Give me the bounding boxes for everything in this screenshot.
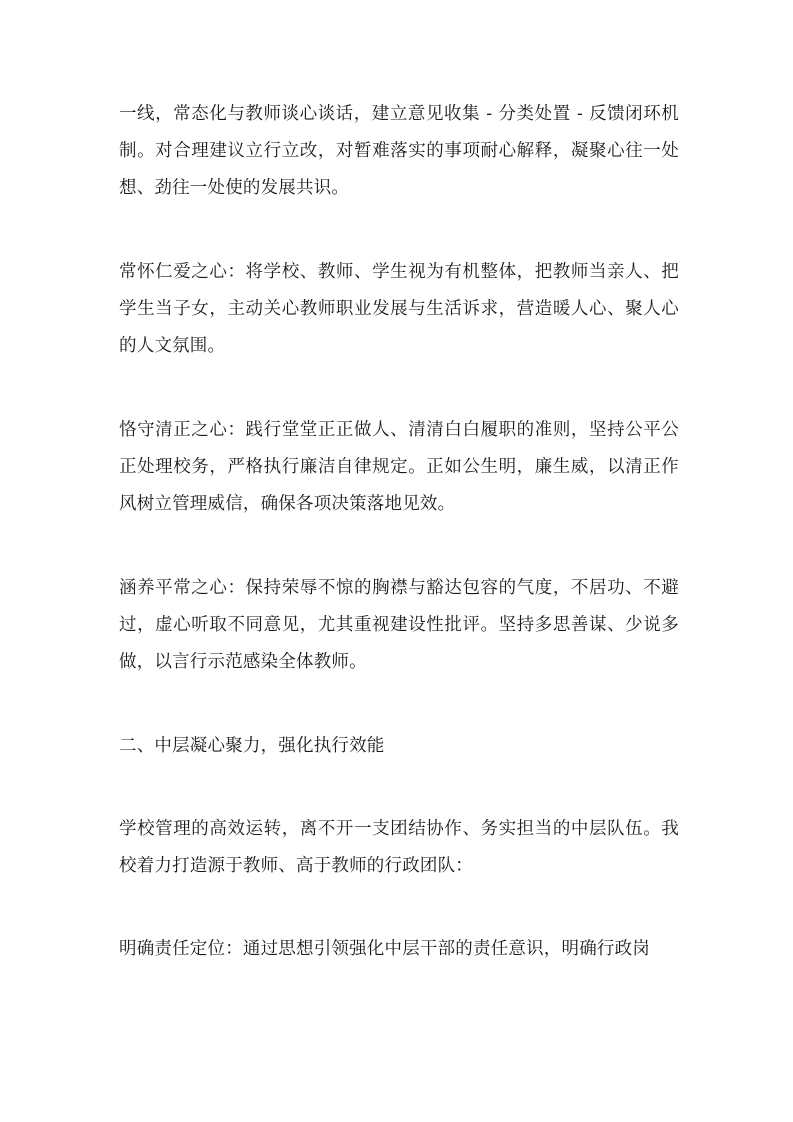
paragraph-composure-heart: 涵养平常之心：保持荣辱不惊的胸襟与豁达包容的气度，不居功、不避过，虚心听取不同意见，尤其重视建设性批评。坚持多思善谋、少说多做，以言行示范感染全体教师。 [119, 578, 679, 672]
paragraph-middle-team-intro: 学校管理的高效运转，离不开一支团结协作、务实担当的中层队伍。我校着力打造源于教师、高于教师的行政团队： [119, 819, 679, 876]
document-page [119, 96, 679, 968]
paragraph-benevolent-heart: 常怀仁爱之心：将学校、教师、学生视为有机整体，把教师当亲人、把学生当子女，主动关心教师职业发展与生活诉求，营造暖人心、聚人心的人文氛围。 [119, 262, 679, 356]
paragraph-feedback-mechanism: 一线，常态化与教师谈心谈话，建立意见收集 - 分类处置 - 反馈闭环机制。对合理建议立行立改，对暂难落实的事项耐心解释，凝聚心往一处想、劲往一处使的发展共识。 [119, 104, 679, 198]
paragraph-responsibility-positioning: 明确责任定位：通过思想引领强化中层干部的责任意识，明确行政岗 [119, 939, 650, 959]
section-heading-middle-management: 二、中层凝心聚力，强化执行效能 [119, 736, 385, 756]
paragraph-integrity-heart: 恪守清正之心：践行堂堂正正做人、清清白白履职的准则，坚持公平公正处理校务，严格执行廉洁自律规定。正如公生明，廉生威，以清正作风树立管理威信，确保各项决策落地见效。 [119, 420, 679, 514]
